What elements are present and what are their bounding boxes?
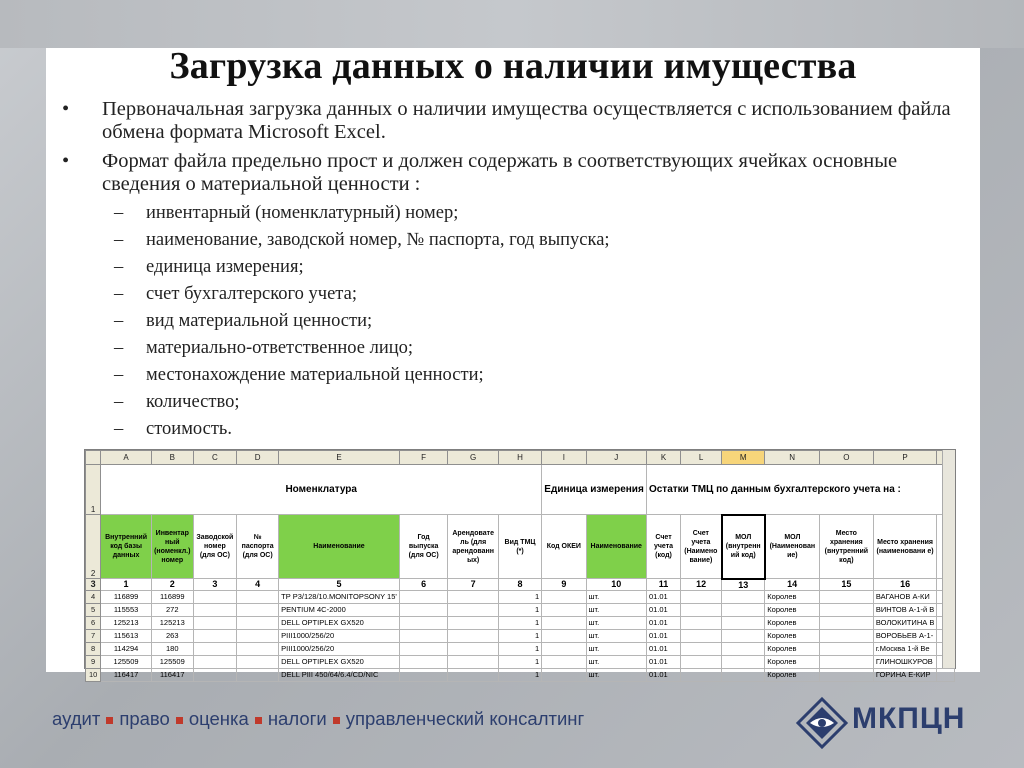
cell-storage-name[interactable]: ВОРОБЬЕВ А-1-: [873, 629, 937, 642]
cell-inventory-number[interactable]: 263: [151, 629, 193, 642]
cell-quantity[interactable]: 1: [498, 655, 541, 668]
cell-year[interactable]: [399, 668, 448, 681]
cell-serial-number[interactable]: [193, 603, 236, 616]
row-number[interactable]: 3: [86, 579, 101, 591]
cell-mol-name[interactable]: Королев: [765, 590, 820, 603]
cell-name[interactable]: PIII1000/256/20: [279, 629, 400, 642]
cell-internal-code[interactable]: 116899: [101, 590, 152, 603]
cell-quantity[interactable]: 1: [498, 668, 541, 681]
cell-quantity[interactable]: 1: [498, 603, 541, 616]
cell-storage-code[interactable]: [819, 616, 873, 629]
column-number-cell[interactable]: 2: [151, 579, 193, 591]
cell-mol-name[interactable]: Королев: [765, 655, 820, 668]
cell-internal-code[interactable]: 115553: [101, 603, 152, 616]
column-number-cell[interactable]: 4: [237, 579, 279, 591]
cell-account-name[interactable]: [681, 668, 722, 681]
column-header[interactable]: J: [586, 451, 646, 465]
sub-bullet-marker: –: [114, 257, 124, 277]
row-number[interactable]: 4: [86, 590, 101, 603]
column-title-cell[interactable]: Внутренний код базы данных: [101, 515, 152, 579]
cell-storage-name[interactable]: ГОРИНА Е-КИР: [873, 668, 937, 681]
cell-account-code[interactable]: 01.01: [646, 642, 680, 655]
sub-bullet-item: [62, 283, 967, 310]
sub-bullet-list: [62, 202, 967, 445]
bullet-text: Формат файла предельно прост и должен содержать в соответствующих ячейках основные сведения о материальной ценности :: [102, 150, 898, 195]
cell-passport-number[interactable]: [237, 642, 279, 655]
sub-bullet-item: [62, 364, 967, 391]
sub-bullet-marker: –: [114, 203, 124, 223]
cell-account-code[interactable]: 01.01: [646, 629, 680, 642]
row-number[interactable]: 7: [86, 629, 101, 642]
cell-year[interactable]: [399, 590, 448, 603]
sub-bullet-text: материально-ответственное лицо;: [146, 338, 414, 358]
separator-square-icon: [106, 717, 113, 724]
bullet-marker: •: [62, 150, 70, 172]
column-number-cell[interactable]: 10: [586, 579, 646, 591]
cell-mol-code[interactable]: [722, 642, 765, 655]
separator-square-icon: [255, 717, 262, 724]
sub-bullet-item: [62, 310, 967, 337]
table-row: [86, 655, 955, 668]
cell-unit-name[interactable]: шт.: [586, 590, 646, 603]
cell-account-code[interactable]: 01.01: [646, 590, 680, 603]
cell-okei-code[interactable]: [542, 668, 586, 681]
logo-text: МКПЦН: [852, 702, 966, 735]
cell-year[interactable]: [399, 616, 448, 629]
column-title-cell[interactable]: МОЛ (Наименован ие): [765, 515, 820, 579]
cell-storage-code[interactable]: [819, 655, 873, 668]
cell-inventory-number[interactable]: 125213: [151, 616, 193, 629]
cell-account-name[interactable]: [681, 590, 722, 603]
column-title-cell[interactable]: Наименование: [279, 515, 400, 579]
column-header-row: [86, 451, 955, 465]
footer-service-item: оценка: [188, 708, 249, 729]
column-number-cell[interactable]: 1: [101, 579, 152, 591]
column-header[interactable]: N: [765, 451, 820, 465]
mkpcn-logo-icon: [796, 697, 848, 749]
cell-unit-name[interactable]: шт.: [586, 642, 646, 655]
cell-okei-code[interactable]: [542, 603, 586, 616]
sub-bullet-text: количество;: [146, 392, 240, 412]
row-number[interactable]: 10: [86, 668, 101, 681]
column-title-cell[interactable]: Счет учета (код): [646, 515, 680, 579]
cell-account-code[interactable]: 01.01: [646, 603, 680, 616]
bullet-marker: •: [62, 98, 70, 120]
table-row: [86, 629, 955, 642]
column-header[interactable]: K: [646, 451, 680, 465]
column-number-cell[interactable]: 13: [722, 579, 765, 591]
cell-mol-name[interactable]: Королев: [765, 642, 820, 655]
cell-mol-code[interactable]: [722, 603, 765, 616]
bullet-item: [62, 150, 967, 196]
column-header[interactable]: D: [237, 451, 279, 465]
header-nomenclature[interactable]: Номенклатура: [101, 465, 542, 515]
separator-square-icon: [176, 717, 183, 724]
cell-okei-code[interactable]: [542, 616, 586, 629]
cell-account-name[interactable]: [681, 655, 722, 668]
cell-serial-number[interactable]: [193, 655, 236, 668]
cell-quantity[interactable]: 1: [498, 642, 541, 655]
column-number-cell[interactable]: 3: [193, 579, 236, 591]
cell-storage-code[interactable]: [819, 642, 873, 655]
header-remains[interactable]: Остатки ТМЦ по данным бухгалтерского учета на :: [646, 465, 954, 515]
column-header[interactable]: A: [101, 451, 152, 465]
cell-lessee[interactable]: [448, 668, 499, 681]
cell-name[interactable]: PIII1000/256/20: [279, 642, 400, 655]
cell-internal-code[interactable]: 115613: [101, 629, 152, 642]
cell-mol-code[interactable]: [722, 616, 765, 629]
sub-bullet-marker: –: [114, 284, 124, 304]
cell-mol-name[interactable]: Королев: [765, 616, 820, 629]
cell-serial-number[interactable]: [193, 616, 236, 629]
column-title-cell[interactable]: Заводской номер (для ОС): [193, 515, 236, 579]
slide-top-band: [0, 0, 1024, 48]
column-title-cell[interactable]: Инвентар ный (номенкл.) номер: [151, 515, 193, 579]
sub-bullet-marker: –: [114, 365, 124, 385]
cell-account-name[interactable]: [681, 603, 722, 616]
cell-account-name[interactable]: [681, 642, 722, 655]
cell-serial-number[interactable]: [193, 590, 236, 603]
cell-lessee[interactable]: [448, 629, 499, 642]
column-number-cell[interactable]: 6: [399, 579, 448, 591]
cell-internal-code[interactable]: 116417: [101, 668, 152, 681]
cell-okei-code[interactable]: [542, 655, 586, 668]
cell-storage-code[interactable]: [819, 629, 873, 642]
cell-serial-number[interactable]: [193, 629, 236, 642]
column-number-cell[interactable]: 8: [498, 579, 541, 591]
sub-bullet-item: [62, 337, 967, 364]
cell-passport-number[interactable]: [237, 590, 279, 603]
sub-bullet-text: стоимость.: [146, 419, 232, 439]
cell-storage-name[interactable]: ВИНТОВ А-1-й В: [873, 603, 937, 616]
cell-okei-code[interactable]: [542, 590, 586, 603]
cell-inventory-number[interactable]: 272: [151, 603, 193, 616]
table-row: [86, 642, 955, 655]
footer-services: [52, 708, 584, 730]
cell-inventory-number[interactable]: 116417: [151, 668, 193, 681]
sub-bullet-marker: –: [114, 419, 124, 439]
cell-internal-code[interactable]: 125509: [101, 655, 152, 668]
column-title-cell[interactable]: МОЛ (внутренн ий код): [722, 515, 765, 579]
cell-mol-name[interactable]: Королев: [765, 603, 820, 616]
row-number[interactable]: 9: [86, 655, 101, 668]
cell-inventory-number[interactable]: 125509: [151, 655, 193, 668]
cell-quantity[interactable]: 1: [498, 616, 541, 629]
column-header[interactable]: C: [193, 451, 236, 465]
sheet-table: [85, 450, 955, 682]
cell-quantity[interactable]: 1: [498, 590, 541, 603]
column-title-cell[interactable]: Наименование: [586, 515, 646, 579]
column-title-cell[interactable]: Код ОКЕИ: [542, 515, 586, 579]
cell-storage-name[interactable]: ВАГАНОВ А-КИ: [873, 590, 937, 603]
column-number-cell[interactable]: 15: [819, 579, 873, 591]
sub-bullet-marker: –: [114, 230, 124, 250]
cell-storage-name[interactable]: г.Москва 1-й Ве: [873, 642, 937, 655]
cell-account-code[interactable]: 01.01: [646, 616, 680, 629]
cell-account-code[interactable]: 01.01: [646, 655, 680, 668]
vertical-scrollbar[interactable]: [942, 450, 955, 668]
footer-service-item: право: [119, 708, 170, 729]
cell-inventory-number[interactable]: 116899: [151, 590, 193, 603]
excel-spreadsheet: [84, 449, 956, 679]
cell-lessee[interactable]: [448, 603, 499, 616]
cell-passport-number[interactable]: [237, 629, 279, 642]
cell-account-name[interactable]: [681, 616, 722, 629]
select-all-corner[interactable]: [86, 451, 101, 465]
cell-internal-code[interactable]: 125213: [101, 616, 152, 629]
sheet-row: [86, 515, 955, 579]
column-number-cell[interactable]: 5: [279, 579, 400, 591]
table-row: [86, 616, 955, 629]
bullet-text: Первоначальная загрузка данных о наличии имущества осуществляется с использованием файла обмена формата Microsoft Excel.: [102, 98, 951, 143]
cell-mol-code[interactable]: [722, 629, 765, 642]
cell-name[interactable]: TP P3/128/10.MONITOPSONY 15': [279, 590, 400, 603]
sheet-row: [86, 579, 955, 591]
column-header[interactable]: F: [399, 451, 448, 465]
sub-bullet-marker: –: [114, 392, 124, 412]
cell-lessee[interactable]: [448, 616, 499, 629]
cell-name[interactable]: DELL OPTIPLEX GX520: [279, 616, 400, 629]
column-title-cell[interactable]: Арендовате ль (для арендованн ых): [448, 515, 499, 579]
row-number[interactable]: 8: [86, 642, 101, 655]
footer-service-item: управленческий консалтинг: [345, 708, 585, 729]
column-number-cell[interactable]: 9: [542, 579, 586, 591]
row-number[interactable]: 6: [86, 616, 101, 629]
cell-unit-name[interactable]: шт.: [586, 603, 646, 616]
cell-okei-code[interactable]: [542, 629, 586, 642]
column-number-cell[interactable]: 7: [448, 579, 499, 591]
sub-bullet-item: [62, 229, 967, 256]
sub-bullet-item: [62, 418, 967, 445]
cell-serial-number[interactable]: [193, 668, 236, 681]
bullet-item: [62, 98, 967, 144]
column-header[interactable]: O: [819, 451, 873, 465]
column-header[interactable]: L: [681, 451, 722, 465]
table-row: [86, 603, 955, 616]
cell-quantity[interactable]: 1: [498, 629, 541, 642]
cell-internal-code[interactable]: 114294: [101, 642, 152, 655]
sheet-row: [86, 465, 955, 515]
cell-mol-name[interactable]: Королев: [765, 668, 820, 681]
cell-mol-code[interactable]: [722, 590, 765, 603]
cell-storage-name[interactable]: ГЛИНОШКУРОВ: [873, 655, 937, 668]
cell-unit-name[interactable]: шт.: [586, 629, 646, 642]
column-header[interactable]: P: [873, 451, 937, 465]
separator-square-icon: [333, 717, 340, 724]
column-number-cell[interactable]: 16: [873, 579, 937, 591]
cell-passport-number[interactable]: [237, 616, 279, 629]
cell-name[interactable]: DELL OPTIPLEX GX520: [279, 655, 400, 668]
cell-passport-number[interactable]: [237, 655, 279, 668]
column-title-cell[interactable]: Счет учета (Наимено вание): [681, 515, 722, 579]
bullet-list: [62, 98, 967, 445]
column-number-cell[interactable]: 11: [646, 579, 680, 591]
row-number[interactable]: 2: [86, 515, 101, 579]
cell-okei-code[interactable]: [542, 642, 586, 655]
column-header[interactable]: B: [151, 451, 193, 465]
sub-bullet-item: [62, 391, 967, 418]
cell-account-code[interactable]: 01.01: [646, 668, 680, 681]
cell-lessee[interactable]: [448, 655, 499, 668]
table-row: [86, 668, 955, 681]
slide-title: Загрузка данных о наличии имущества: [169, 45, 857, 87]
sub-bullet-marker: –: [114, 338, 124, 358]
column-number-cell[interactable]: 12: [681, 579, 722, 591]
footer-service-item: налоги: [267, 708, 327, 729]
table-row: [86, 590, 955, 603]
sub-bullet-text: наименование, заводской номер, № паспорта, год выпуска;: [146, 230, 610, 250]
sub-bullet-text: единица измерения;: [146, 257, 304, 277]
column-header[interactable]: I: [542, 451, 586, 465]
column-header[interactable]: G: [448, 451, 499, 465]
sub-bullet-marker: –: [114, 311, 124, 331]
column-header[interactable]: M: [722, 451, 765, 465]
cell-passport-number[interactable]: [237, 668, 279, 681]
column-title-cell[interactable]: Вид ТМЦ (*): [498, 515, 541, 579]
footer-service-item: аудит: [52, 708, 101, 729]
cell-unit-name[interactable]: шт.: [586, 616, 646, 629]
cell[interactable]: [937, 668, 955, 681]
cell-storage-code[interactable]: [819, 590, 873, 603]
column-header[interactable]: E: [279, 451, 400, 465]
header-unit[interactable]: Единица измерения: [542, 465, 647, 515]
cell-mol-code[interactable]: [722, 668, 765, 681]
cell-storage-name[interactable]: ВОЛОКИТИНА В: [873, 616, 937, 629]
cell-year[interactable]: [399, 642, 448, 655]
column-title-cell[interactable]: № паспорта (для ОС): [237, 515, 279, 579]
column-header[interactable]: H: [498, 451, 541, 465]
cell-mol-code[interactable]: [722, 655, 765, 668]
column-number-cell[interactable]: 14: [765, 579, 820, 591]
sub-bullet-item: [62, 202, 967, 229]
cell-unit-name[interactable]: шт.: [586, 668, 646, 681]
cell-mol-name[interactable]: Королев: [765, 629, 820, 642]
row-number[interactable]: 1: [86, 465, 101, 515]
cell-passport-number[interactable]: [237, 603, 279, 616]
cell-lessee[interactable]: [448, 642, 499, 655]
cell-year[interactable]: [399, 629, 448, 642]
cell-account-name[interactable]: [681, 629, 722, 642]
cell-year[interactable]: [399, 603, 448, 616]
sub-bullet-text: счет бухгалтерского учета;: [146, 284, 357, 304]
cell-storage-code[interactable]: [819, 668, 873, 681]
sub-bullet-text: местонахождение материальной ценности;: [146, 365, 484, 385]
cell-name[interactable]: PENTIUM 4C-2000: [279, 603, 400, 616]
row-number[interactable]: 5: [86, 603, 101, 616]
cell-year[interactable]: [399, 655, 448, 668]
column-title-cell[interactable]: Год выпуска (для ОС): [399, 515, 448, 579]
cell-serial-number[interactable]: [193, 642, 236, 655]
cell-storage-code[interactable]: [819, 603, 873, 616]
sub-bullet-item: [62, 256, 967, 283]
sub-bullet-text: вид материальной ценности;: [146, 311, 373, 331]
column-title-cell[interactable]: Место хранения (наименовани е): [873, 515, 937, 579]
cell-name[interactable]: DELL PIII 450/64/6.4/CD/NIC: [279, 668, 400, 681]
column-title-cell[interactable]: Место хранения (внутренний код): [819, 515, 873, 579]
cell-lessee[interactable]: [448, 590, 499, 603]
cell-inventory-number[interactable]: 180: [151, 642, 193, 655]
cell-unit-name[interactable]: шт.: [586, 655, 646, 668]
sub-bullet-text: инвентарный (номенклатурный) номер;: [146, 203, 459, 223]
